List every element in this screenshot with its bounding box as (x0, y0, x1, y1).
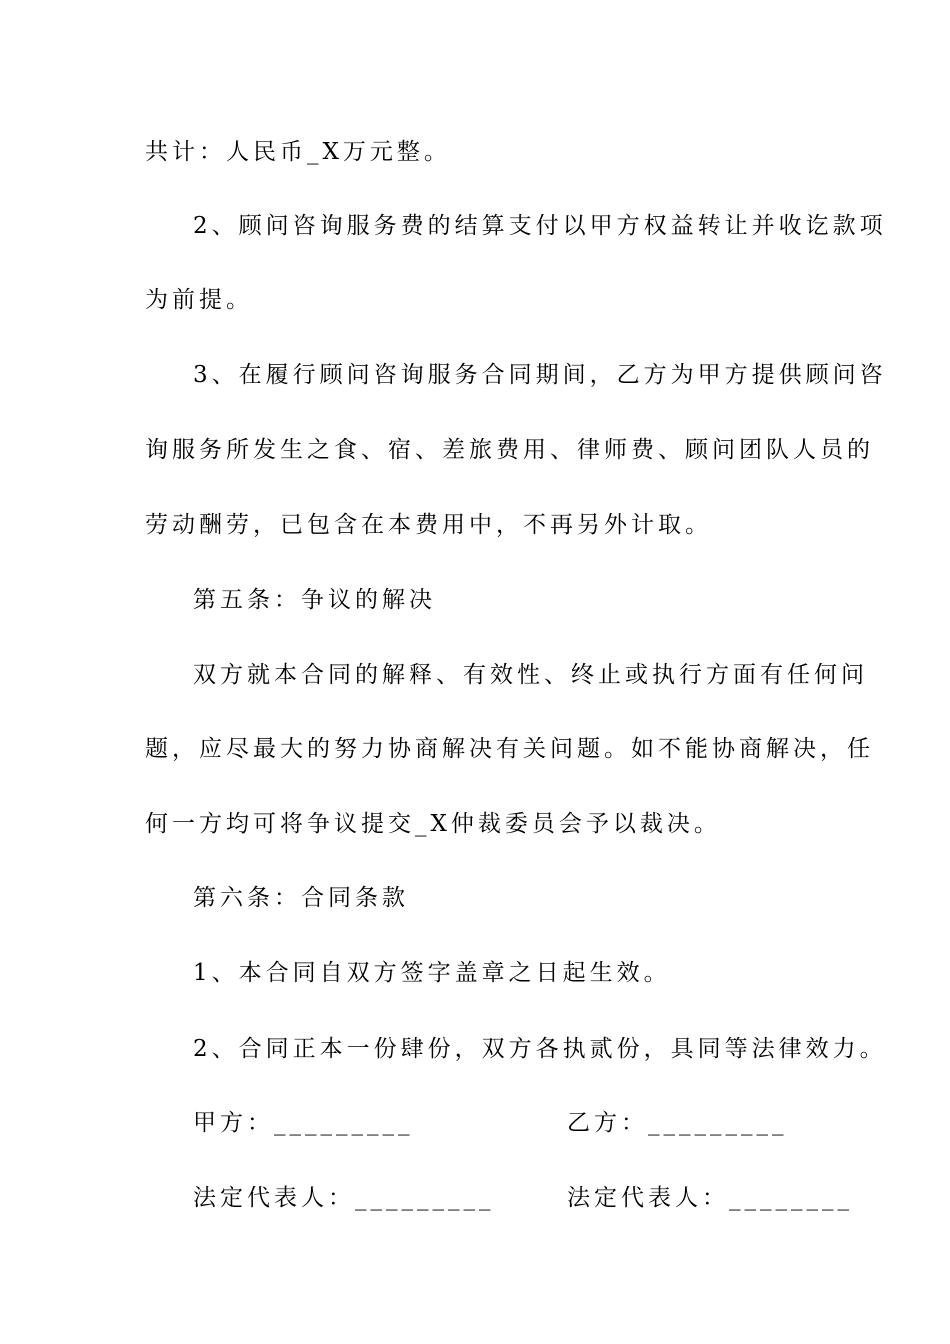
article6-title: 第六条：合同条款 (193, 885, 409, 911)
clause2-line1: 2、顾问咨询服务费的结算支付以甲方权益转让并收讫款项 (193, 213, 887, 239)
clause3-line1: 3、在履行顾问咨询服务合同期间，乙方为甲方提供顾问咨 (193, 362, 887, 388)
article5-line3: 何一方均可将争议提交_X仲裁委员会予以裁决。 (145, 811, 721, 837)
party-a-representative: 法定代表人：_________ (193, 1185, 495, 1211)
total-amount-line: 共计：人民币_X万元整。 (145, 139, 451, 165)
clause3-line2: 询服务所发生之食、宿、差旅费用、律师费、顾问团队人员的 (145, 437, 874, 463)
party-b-representative: 法定代表人：________ (567, 1185, 853, 1211)
article6-item2: 2、合同正本一份肆份，双方各执贰份，具同等法律效力。 (193, 1036, 887, 1062)
article6-item1: 1、本合同自双方签字盖章之日起生效。 (193, 960, 671, 986)
party-a-signature: 甲方：_________ (193, 1110, 414, 1136)
clause3-line3: 劳动酬劳，已包含在本费用中，不再另外计取。 (145, 512, 712, 538)
article5-line2: 题，应尽最大的努力协商解决有关问题。如不能协商解决，任 (145, 736, 874, 762)
clause2-line2: 为前提。 (145, 287, 253, 313)
article5-line1: 双方就本合同的解释、有效性、终止或执行方面有任何问 (193, 662, 868, 688)
article5-title: 第五条：争议的解决 (193, 587, 436, 613)
party-b-signature: 乙方：_________ (567, 1110, 788, 1136)
